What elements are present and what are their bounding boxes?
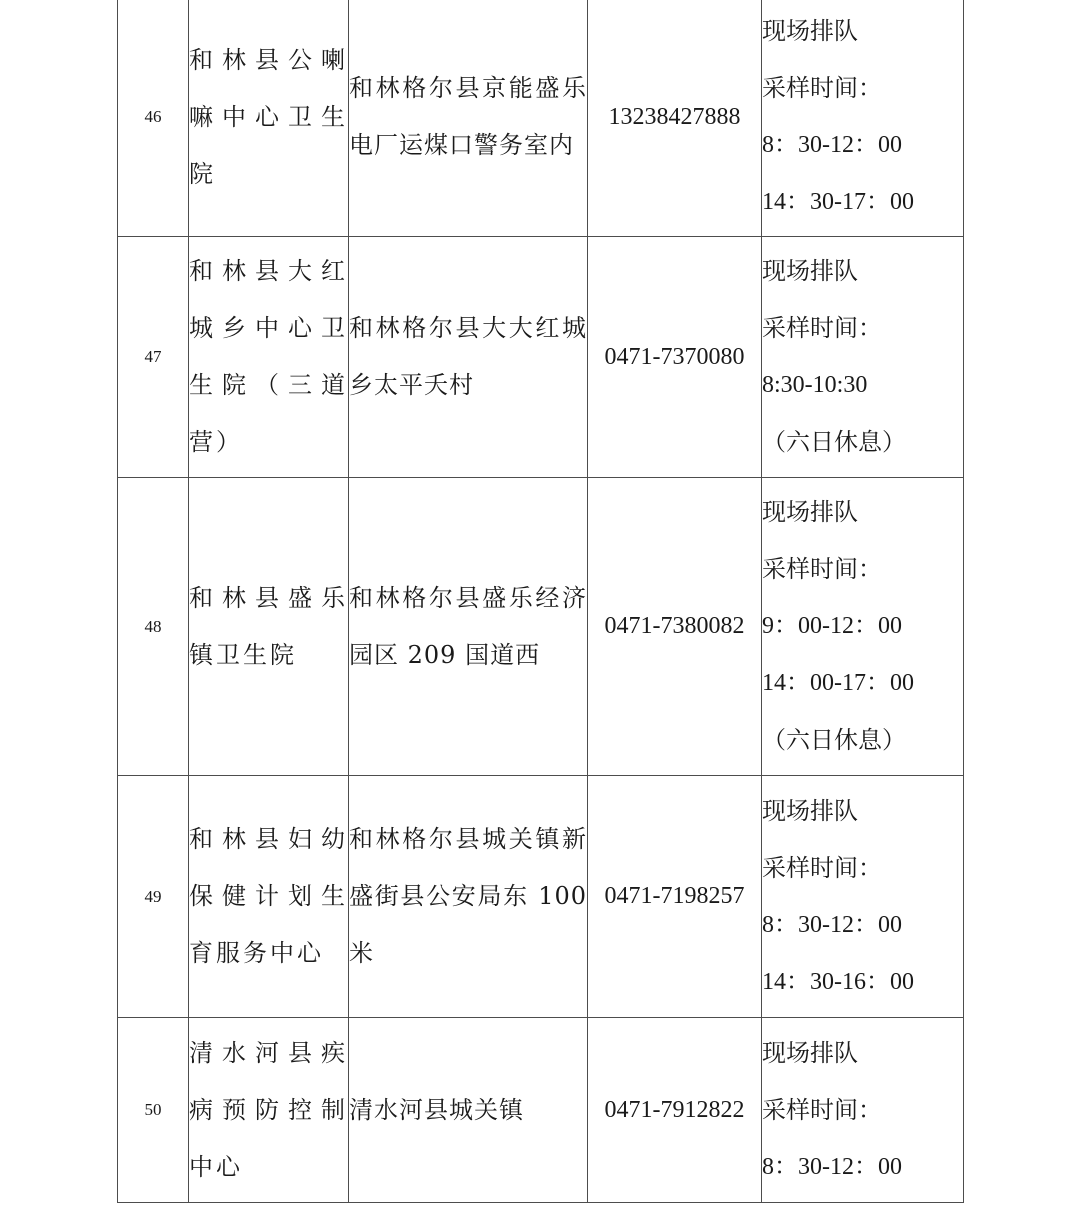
time-line: 采样时间： [762, 853, 882, 882]
time-line: 14：30-17：00 [762, 189, 914, 215]
row-number: 49 [118, 776, 189, 1018]
table-row [118, 776, 964, 1018]
row-number: 50 [118, 1018, 189, 1203]
site-name: 清水河县疾病预防控制中心 [189, 1018, 349, 1203]
sampling-time [762, 0, 964, 237]
time-line: 8：30-12：00 [762, 911, 902, 938]
site-name: 和林县公喇嘛中心卫生院 [189, 0, 349, 237]
time-line: 14：30-16：00 [762, 968, 914, 995]
sampling-time [762, 237, 964, 478]
site-address: 和林格尔县城关镇新盛街县公安局东 100 米 [349, 776, 588, 1018]
site-address: 和林格尔县大大红城乡太平夭村 [349, 237, 588, 478]
time-line: （六日休息） [762, 726, 906, 754]
site-address: 清水河县城关镇 [349, 1018, 588, 1203]
table-row [118, 1018, 964, 1203]
time-line: 8：30-12：00 [762, 132, 902, 158]
time-line: 14：00-17：00 [762, 670, 914, 696]
time-line: 现场排队 [762, 257, 858, 285]
site-address: 和林格尔县盛乐经济园区 209 国道西 [349, 478, 588, 776]
site-name: 和林县大红城乡中心卫生院（三道营） [189, 237, 349, 478]
testing-sites-table [117, 0, 964, 1203]
time-line: 采样时间： [762, 555, 882, 583]
time-line: 8：30-12：00 [762, 1153, 902, 1180]
time-line: 采样时间： [762, 314, 882, 342]
row-number: 46 [118, 0, 189, 237]
row-number: 48 [118, 478, 189, 776]
time-line: 现场排队 [762, 17, 858, 45]
site-address: 和林格尔县京能盛乐电厂运煤口警务室内 [349, 0, 588, 237]
site-phone: 0471-7370080 [588, 237, 762, 478]
sampling-time [762, 478, 964, 776]
site-name: 和林县盛乐镇卫生院 [189, 478, 349, 776]
time-line: 9：00-12：00 [762, 613, 902, 639]
time-line: 采样时间： [762, 74, 882, 102]
site-phone: 0471-7198257 [588, 776, 762, 1018]
time-line: （六日休息） [762, 428, 906, 456]
sampling-time [762, 776, 964, 1018]
table-row [118, 478, 964, 776]
table-row [118, 237, 964, 478]
time-line: 现场排队 [762, 796, 858, 825]
time-line: 现场排队 [762, 498, 858, 526]
time-line: 8:30-10:30 [762, 372, 868, 398]
site-phone: 0471-7912822 [588, 1018, 762, 1203]
table-row [118, 0, 964, 237]
sampling-time [762, 1018, 964, 1203]
time-line: 采样时间： [762, 1095, 882, 1124]
site-phone: 13238427888 [588, 0, 762, 237]
row-number: 47 [118, 237, 189, 478]
site-phone: 0471-7380082 [588, 478, 762, 776]
time-line: 现场排队 [762, 1038, 858, 1067]
site-name: 和林县妇幼保健计划生育服务中心 [189, 776, 349, 1018]
